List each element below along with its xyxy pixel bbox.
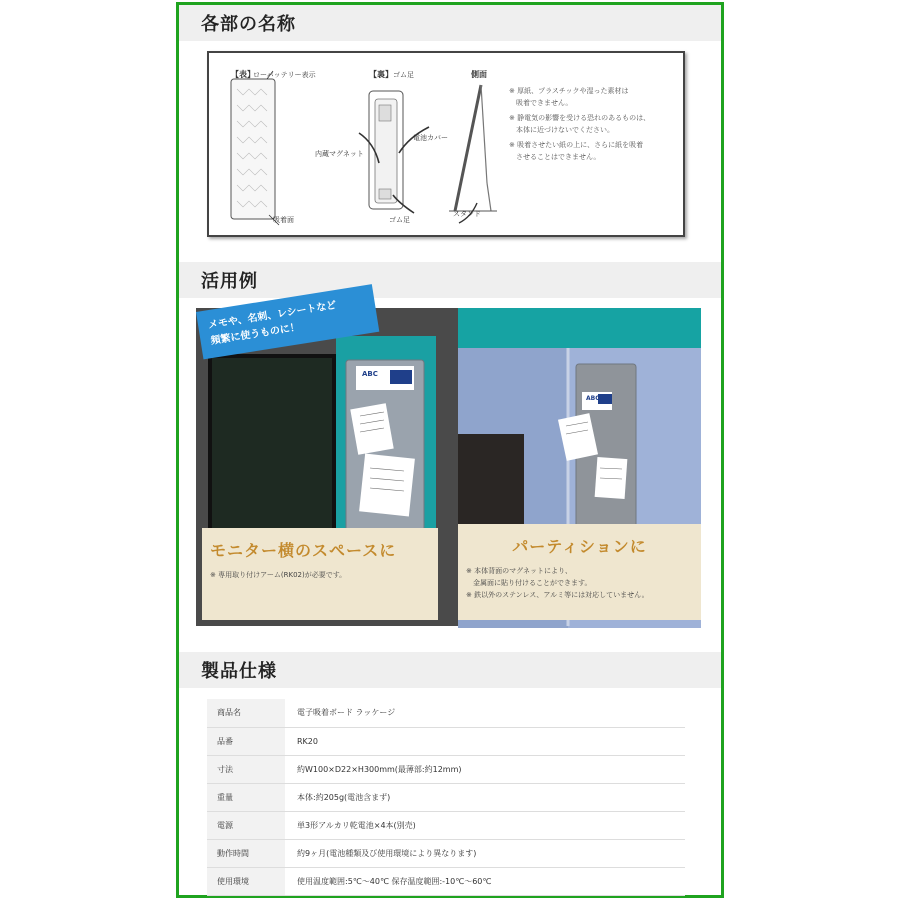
spec-key: 使用環境	[207, 867, 285, 895]
monitor-caption-note: ※ 専用取り付けアーム(RK02)が必要です。	[210, 571, 347, 579]
table-row	[207, 867, 685, 895]
stand-label: スタンド	[453, 210, 481, 218]
caution-notes	[509, 85, 679, 166]
rubber-foot-top-label: ゴム足	[393, 71, 414, 79]
spec-key: 商品名	[207, 699, 285, 727]
monitor-caption	[202, 528, 438, 620]
monitor-caption-title: モニター横のスペースに	[210, 541, 397, 560]
side-label: 側面	[471, 70, 487, 79]
spec-key: 動作時間	[207, 839, 285, 867]
table-row	[207, 699, 685, 727]
spec-value: 約9ヶ月(電池種類及び使用環境により異なります)	[285, 839, 685, 867]
rubber-foot-bottom-label: ゴム足	[389, 216, 410, 224]
spec-value: 単3形アルカリ乾電池×4本(別売)	[285, 811, 685, 839]
spec-value: RK20	[285, 727, 685, 755]
partition-caption-note: ※ 鉄以外のステンレス、アルミ等には対応していません。	[466, 591, 649, 599]
usage-panel-monitor	[196, 300, 444, 626]
back-label: 【裏】	[369, 70, 393, 79]
business-card-text: ABC	[362, 370, 378, 378]
section-title-parts: 各部の名称	[201, 14, 296, 35]
section-title-specs: 製品仕様	[201, 661, 277, 682]
table-row	[207, 783, 685, 811]
parts-diagram	[207, 51, 685, 237]
battery-cover-label: 電池カバー	[413, 134, 448, 142]
spec-key: 重量	[207, 783, 285, 811]
spec-value: 使用温度範囲:5℃〜40℃ 保存温度範囲:-10℃〜60℃	[285, 867, 685, 895]
front-label: 【表】	[231, 70, 255, 79]
section-header-parts	[179, 5, 721, 41]
partition-caption-title: パーティションに	[512, 537, 647, 556]
low-battery-label: ローバッテリー表示	[253, 71, 316, 79]
usage-examples	[196, 300, 701, 626]
partition-caption	[458, 524, 701, 620]
table-row	[207, 811, 685, 839]
table-row	[207, 727, 685, 755]
caution-note: ※ 静電気の影響を受ける恐れのあるものは、 本体に近づけないでください。	[509, 114, 651, 134]
spec-key: 寸法	[207, 755, 285, 783]
spec-key: 電源	[207, 811, 285, 839]
spec-value: 本体:約205g(電池含まず)	[285, 783, 685, 811]
section-header-specs	[179, 652, 721, 688]
table-row	[207, 839, 685, 867]
product-page-frame	[176, 2, 724, 898]
spec-value: 約W100×D22×H300mm(最薄部:約12mm)	[285, 755, 685, 783]
built-in-magnet-label: 内蔵マグネット	[315, 150, 364, 158]
section-title-usage: 活用例	[201, 271, 258, 292]
caution-note: ※ 吸着させたい紙の上に、さらに紙を吸着 させることはできません。	[509, 141, 644, 161]
spec-key: 品番	[207, 727, 285, 755]
partition-caption-note: ※ 本体背面のマグネットにより、 金属面に貼り付けることができます。	[466, 567, 592, 587]
usage-panel-partition	[458, 308, 701, 626]
spec-table	[207, 699, 685, 896]
spec-value: 電子吸着ボード ラッケージ	[285, 699, 685, 727]
business-card-text: ABC	[586, 395, 600, 402]
usage-tape-banner: メモや、名刺、レシートなど 頻繁に使うものに！	[196, 284, 379, 359]
table-row	[207, 755, 685, 783]
suction-surface-label: 吸着面	[273, 216, 294, 224]
section-header-usage	[179, 262, 721, 298]
caution-note: ※ 厚紙、プラスチックや湿った素材は 吸着できません。	[509, 87, 629, 107]
